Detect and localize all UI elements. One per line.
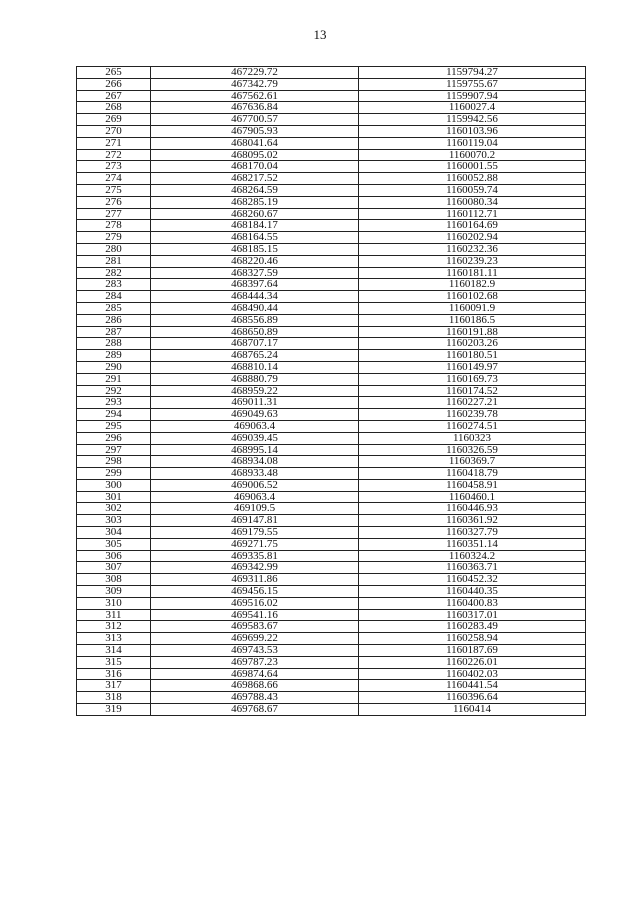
x-coordinate-cell: 467342.79 xyxy=(151,78,359,90)
table-row xyxy=(77,326,586,338)
point-number-cell: 298 xyxy=(77,456,151,468)
y-coordinate-cell: 1160361.92 xyxy=(359,515,586,527)
table-row xyxy=(77,173,586,185)
table-row xyxy=(77,208,586,220)
point-number-cell: 268 xyxy=(77,102,151,114)
point-number-cell: 266 xyxy=(77,78,151,90)
y-coordinate-cell: 1160441.54 xyxy=(359,680,586,692)
x-coordinate-cell: 469311.86 xyxy=(151,574,359,586)
table-row xyxy=(77,538,586,550)
y-coordinate-cell: 1160452.32 xyxy=(359,574,586,586)
point-number-cell: 304 xyxy=(77,527,151,539)
point-number-cell: 314 xyxy=(77,645,151,657)
y-coordinate-cell: 1160203.26 xyxy=(359,338,586,350)
y-coordinate-cell: 1160182.9 xyxy=(359,279,586,291)
table-row xyxy=(77,279,586,291)
point-number-cell: 295 xyxy=(77,420,151,432)
x-coordinate-cell: 469456.15 xyxy=(151,586,359,598)
x-coordinate-cell: 468185.15 xyxy=(151,243,359,255)
point-number-cell: 310 xyxy=(77,597,151,609)
x-coordinate-cell: 467700.57 xyxy=(151,114,359,126)
y-coordinate-cell: 1160458.91 xyxy=(359,479,586,491)
table-row xyxy=(77,409,586,421)
y-coordinate-cell: 1160327.79 xyxy=(359,527,586,539)
y-coordinate-cell: 1160400.83 xyxy=(359,597,586,609)
point-number-cell: 285 xyxy=(77,302,151,314)
x-coordinate-cell: 468170.04 xyxy=(151,161,359,173)
table-row xyxy=(77,562,586,574)
x-coordinate-cell: 468397.64 xyxy=(151,279,359,291)
point-number-cell: 277 xyxy=(77,208,151,220)
x-coordinate-cell: 469868.66 xyxy=(151,680,359,692)
y-coordinate-cell: 1160418.79 xyxy=(359,468,586,480)
x-coordinate-cell: 469699.22 xyxy=(151,633,359,645)
table-row xyxy=(77,90,586,102)
table-row xyxy=(77,621,586,633)
point-number-cell: 279 xyxy=(77,232,151,244)
y-coordinate-cell: 1160283.49 xyxy=(359,621,586,633)
y-coordinate-cell: 1160103.96 xyxy=(359,125,586,137)
table-row xyxy=(77,291,586,303)
table-row xyxy=(77,692,586,704)
page-number: 13 xyxy=(313,27,327,42)
point-number-cell: 313 xyxy=(77,633,151,645)
x-coordinate-cell: 468217.52 xyxy=(151,173,359,185)
point-number-cell: 280 xyxy=(77,243,151,255)
table-row xyxy=(77,515,586,527)
point-number-cell: 282 xyxy=(77,267,151,279)
point-number-cell: 318 xyxy=(77,692,151,704)
point-number-cell: 270 xyxy=(77,125,151,137)
y-coordinate-cell: 1160191.88 xyxy=(359,326,586,338)
y-coordinate-cell: 1160326.59 xyxy=(359,444,586,456)
table-row xyxy=(77,668,586,680)
table-row xyxy=(77,125,586,137)
point-number-cell: 319 xyxy=(77,704,151,716)
point-number-cell: 272 xyxy=(77,149,151,161)
x-coordinate-cell: 467636.84 xyxy=(151,102,359,114)
x-coordinate-cell: 468264.59 xyxy=(151,184,359,196)
table-row xyxy=(77,645,586,657)
x-coordinate-cell: 469271.75 xyxy=(151,538,359,550)
table-row xyxy=(77,527,586,539)
x-coordinate-cell: 469335.81 xyxy=(151,550,359,562)
x-coordinate-cell: 468707.17 xyxy=(151,338,359,350)
table-row xyxy=(77,114,586,126)
table-row xyxy=(77,350,586,362)
x-coordinate-cell: 469583.67 xyxy=(151,621,359,633)
x-coordinate-cell: 469109.5 xyxy=(151,503,359,515)
y-coordinate-cell: 1160149.97 xyxy=(359,361,586,373)
x-coordinate-cell: 468880.79 xyxy=(151,373,359,385)
point-number-cell: 292 xyxy=(77,385,151,397)
point-number-cell: 288 xyxy=(77,338,151,350)
table-row xyxy=(77,149,586,161)
x-coordinate-cell: 469743.53 xyxy=(151,645,359,657)
point-number-cell: 301 xyxy=(77,491,151,503)
x-coordinate-cell: 468490.44 xyxy=(151,302,359,314)
x-coordinate-cell: 468995.14 xyxy=(151,444,359,456)
point-number-cell: 299 xyxy=(77,468,151,480)
x-coordinate-cell: 468765.24 xyxy=(151,350,359,362)
y-coordinate-cell: 1160414 xyxy=(359,704,586,716)
point-number-cell: 306 xyxy=(77,550,151,562)
x-coordinate-cell: 467905.93 xyxy=(151,125,359,137)
x-coordinate-cell: 468327.59 xyxy=(151,267,359,279)
x-coordinate-cell: 468260.67 xyxy=(151,208,359,220)
y-coordinate-cell: 1160274.51 xyxy=(359,420,586,432)
x-coordinate-cell: 469768.67 xyxy=(151,704,359,716)
x-coordinate-cell: 468164.55 xyxy=(151,232,359,244)
table-row xyxy=(77,385,586,397)
x-coordinate-cell: 469516.02 xyxy=(151,597,359,609)
table-row xyxy=(77,137,586,149)
point-number-cell: 317 xyxy=(77,680,151,692)
y-coordinate-cell: 1160258.94 xyxy=(359,633,586,645)
y-coordinate-cell: 1160324.2 xyxy=(359,550,586,562)
table-row xyxy=(77,420,586,432)
point-number-cell: 269 xyxy=(77,114,151,126)
point-number-cell: 316 xyxy=(77,668,151,680)
y-coordinate-cell: 1160102.68 xyxy=(359,291,586,303)
point-number-cell: 293 xyxy=(77,397,151,409)
point-number-cell: 271 xyxy=(77,137,151,149)
y-coordinate-cell: 1160059.74 xyxy=(359,184,586,196)
point-number-cell: 289 xyxy=(77,350,151,362)
y-coordinate-cell: 1160080.34 xyxy=(359,196,586,208)
table-row xyxy=(77,255,586,267)
y-coordinate-cell: 1160070.2 xyxy=(359,149,586,161)
x-coordinate-cell: 468184.17 xyxy=(151,220,359,232)
point-number-cell: 308 xyxy=(77,574,151,586)
point-number-cell: 300 xyxy=(77,479,151,491)
y-coordinate-cell: 1159794.27 xyxy=(359,67,586,79)
table-row xyxy=(77,597,586,609)
table-row xyxy=(77,656,586,668)
point-number-cell: 284 xyxy=(77,291,151,303)
y-coordinate-cell: 1160187.69 xyxy=(359,645,586,657)
point-number-cell: 286 xyxy=(77,314,151,326)
table-row xyxy=(77,302,586,314)
y-coordinate-cell: 1160446.93 xyxy=(359,503,586,515)
x-coordinate-cell: 469147.81 xyxy=(151,515,359,527)
table-row xyxy=(77,102,586,114)
point-number-cell: 287 xyxy=(77,326,151,338)
table-row xyxy=(77,479,586,491)
y-coordinate-cell: 1160226.01 xyxy=(359,656,586,668)
point-number-cell: 296 xyxy=(77,432,151,444)
x-coordinate-cell: 468810.14 xyxy=(151,361,359,373)
table-row xyxy=(77,67,586,79)
y-coordinate-cell: 1160323 xyxy=(359,432,586,444)
y-coordinate-cell: 1159942.56 xyxy=(359,114,586,126)
table-row xyxy=(77,196,586,208)
point-number-cell: 265 xyxy=(77,67,151,79)
y-coordinate-cell: 1160180.51 xyxy=(359,350,586,362)
table-row xyxy=(77,609,586,621)
x-coordinate-cell: 468556.89 xyxy=(151,314,359,326)
table-row xyxy=(77,432,586,444)
x-coordinate-cell: 469541.16 xyxy=(151,609,359,621)
table-row xyxy=(77,397,586,409)
table-row xyxy=(77,444,586,456)
point-number-cell: 267 xyxy=(77,90,151,102)
point-number-cell: 315 xyxy=(77,656,151,668)
point-number-cell: 283 xyxy=(77,279,151,291)
table-row xyxy=(77,338,586,350)
point-number-cell: 273 xyxy=(77,161,151,173)
y-coordinate-cell: 1160001.55 xyxy=(359,161,586,173)
table-row xyxy=(77,267,586,279)
y-coordinate-cell: 1160396.64 xyxy=(359,692,586,704)
point-number-cell: 309 xyxy=(77,586,151,598)
point-number-cell: 311 xyxy=(77,609,151,621)
y-coordinate-cell: 1160091.9 xyxy=(359,302,586,314)
table-row xyxy=(77,161,586,173)
y-coordinate-cell: 1160460.1 xyxy=(359,491,586,503)
x-coordinate-cell: 469179.55 xyxy=(151,527,359,539)
y-coordinate-cell: 1160164.69 xyxy=(359,220,586,232)
y-coordinate-cell: 1160239.23 xyxy=(359,255,586,267)
x-coordinate-cell: 468650.89 xyxy=(151,326,359,338)
table-row xyxy=(77,550,586,562)
table-row xyxy=(77,361,586,373)
point-number-cell: 312 xyxy=(77,621,151,633)
y-coordinate-cell: 1160027.4 xyxy=(359,102,586,114)
table-row xyxy=(77,456,586,468)
table-row xyxy=(77,184,586,196)
x-coordinate-cell: 469011.31 xyxy=(151,397,359,409)
table-row xyxy=(77,574,586,586)
y-coordinate-cell: 1160351.14 xyxy=(359,538,586,550)
y-coordinate-cell: 1160052.88 xyxy=(359,173,586,185)
y-coordinate-cell: 1160363.71 xyxy=(359,562,586,574)
x-coordinate-cell: 469049.63 xyxy=(151,409,359,421)
table-row xyxy=(77,314,586,326)
y-coordinate-cell: 1160239.78 xyxy=(359,409,586,421)
y-coordinate-cell: 1160317.01 xyxy=(359,609,586,621)
y-coordinate-cell: 1160174.52 xyxy=(359,385,586,397)
x-coordinate-cell: 468220.46 xyxy=(151,255,359,267)
y-coordinate-cell: 1160181.11 xyxy=(359,267,586,279)
y-coordinate-cell: 1160440.35 xyxy=(359,586,586,598)
x-coordinate-cell: 468285.19 xyxy=(151,196,359,208)
x-coordinate-cell: 469787.23 xyxy=(151,656,359,668)
table-row xyxy=(77,78,586,90)
y-coordinate-cell: 1160232.36 xyxy=(359,243,586,255)
x-coordinate-cell: 468959.22 xyxy=(151,385,359,397)
point-number-cell: 276 xyxy=(77,196,151,208)
table-row xyxy=(77,680,586,692)
y-coordinate-cell: 1160402.03 xyxy=(359,668,586,680)
x-coordinate-cell: 469788.43 xyxy=(151,692,359,704)
table-row xyxy=(77,220,586,232)
x-coordinate-cell: 469039.45 xyxy=(151,432,359,444)
y-coordinate-cell: 1160169.73 xyxy=(359,373,586,385)
table-row xyxy=(77,503,586,515)
y-coordinate-cell: 1159755.67 xyxy=(359,78,586,90)
x-coordinate-cell: 468444.34 xyxy=(151,291,359,303)
point-number-cell: 297 xyxy=(77,444,151,456)
y-coordinate-cell: 1160112.71 xyxy=(359,208,586,220)
table-row xyxy=(77,468,586,480)
x-coordinate-cell: 468933.48 xyxy=(151,468,359,480)
x-coordinate-cell: 468095.02 xyxy=(151,149,359,161)
y-coordinate-cell: 1160369.7 xyxy=(359,456,586,468)
x-coordinate-cell: 467562.61 xyxy=(151,90,359,102)
point-number-cell: 291 xyxy=(77,373,151,385)
table-row xyxy=(77,633,586,645)
table-row xyxy=(77,704,586,716)
y-coordinate-cell: 1160227.21 xyxy=(359,397,586,409)
point-number-cell: 278 xyxy=(77,220,151,232)
x-coordinate-cell: 469063.4 xyxy=(151,491,359,503)
x-coordinate-cell: 469063.4 xyxy=(151,420,359,432)
x-coordinate-cell: 469006.52 xyxy=(151,479,359,491)
x-coordinate-cell: 469874.64 xyxy=(151,668,359,680)
point-number-cell: 281 xyxy=(77,255,151,267)
point-number-cell: 302 xyxy=(77,503,151,515)
y-coordinate-cell: 1160202.94 xyxy=(359,232,586,244)
y-coordinate-cell: 1160119.04 xyxy=(359,137,586,149)
x-coordinate-cell: 469342.99 xyxy=(151,562,359,574)
x-coordinate-cell: 468934.08 xyxy=(151,456,359,468)
point-number-cell: 274 xyxy=(77,173,151,185)
coordinates-table xyxy=(76,66,586,716)
point-number-cell: 303 xyxy=(77,515,151,527)
table-row xyxy=(77,373,586,385)
point-number-cell: 290 xyxy=(77,361,151,373)
point-number-cell: 294 xyxy=(77,409,151,421)
x-coordinate-cell: 467229.72 xyxy=(151,67,359,79)
table-row xyxy=(77,586,586,598)
coordinates-table-body xyxy=(77,67,586,716)
x-coordinate-cell: 468041.64 xyxy=(151,137,359,149)
point-number-cell: 307 xyxy=(77,562,151,574)
y-coordinate-cell: 1160186.5 xyxy=(359,314,586,326)
point-number-cell: 305 xyxy=(77,538,151,550)
table-row xyxy=(77,491,586,503)
table-row xyxy=(77,232,586,244)
y-coordinate-cell: 1159907.94 xyxy=(359,90,586,102)
table-row xyxy=(77,243,586,255)
point-number-cell: 275 xyxy=(77,184,151,196)
